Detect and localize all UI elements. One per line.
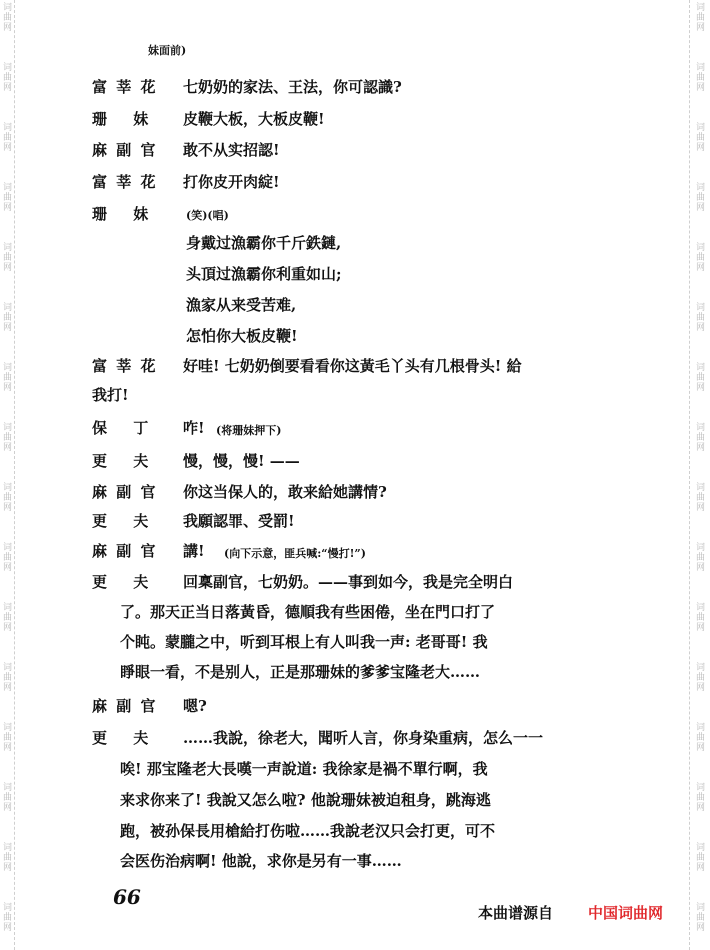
verse-line: 漁家从来受苦难, xyxy=(186,296,297,314)
watermark-text: 词曲网 xyxy=(1,362,11,392)
source-label: 本曲谱源自 xyxy=(478,904,554,922)
watermark-text: 词曲网 xyxy=(1,422,11,452)
dialogue-line: ……我說，徐老大，聞听人言，你身染重病，怎么一一 xyxy=(183,729,544,747)
watermark-text: 词曲网 xyxy=(1,542,11,572)
watermark-text: 词曲网 xyxy=(1,602,11,632)
watermark-text: 词曲网 xyxy=(694,782,704,812)
dialogue-line: 七奶奶的家法、王法，你可認識? xyxy=(183,78,402,96)
watermark-text: 词曲网 xyxy=(694,2,704,32)
speaker-label: 更 夫 xyxy=(92,573,151,591)
watermark-text: 词曲网 xyxy=(694,362,704,392)
watermark-text: 词曲网 xyxy=(1,302,11,332)
watermark-text: 词曲网 xyxy=(694,842,704,872)
stage-direction: (向下示意，匪兵喊:“慢打!”) xyxy=(224,547,366,560)
dialogue-line: 回稟副官，七奶奶。——事到如今，我是完全明白 xyxy=(183,573,514,591)
watermark-text: 词曲网 xyxy=(694,482,704,512)
watermark-text: 词曲网 xyxy=(694,602,704,632)
dialogue-line: 嗯? xyxy=(183,697,207,715)
speaker-label: 麻 副 官 xyxy=(92,141,158,159)
dialogue-line: 好哇! 七奶奶倒要看看你这黃毛丫头有几根骨头! 給 xyxy=(183,357,522,375)
speaker-label: 珊 妹 xyxy=(92,205,151,223)
speaker-label: 麻 副 官 xyxy=(92,542,158,560)
watermark-text: 词曲网 xyxy=(1,482,11,512)
watermark-text: 词曲网 xyxy=(694,422,704,452)
watermark-text: 词曲网 xyxy=(694,62,704,92)
watermark-text: 词曲网 xyxy=(694,242,704,272)
stage-direction: (将珊妹押下) xyxy=(216,424,282,437)
watermark-text: 词曲网 xyxy=(1,182,11,212)
watermark-text: 词曲网 xyxy=(694,542,704,572)
watermark-text: 词曲网 xyxy=(1,722,11,752)
site-name-link[interactable]: 中国词曲网 xyxy=(588,904,664,922)
speaker-label: 富 莘 花 xyxy=(92,173,158,191)
watermark-text: 词曲网 xyxy=(694,302,704,332)
speaker-label: 更 夫 xyxy=(92,512,151,530)
dialogue-line: 跑，被孙保長用槍給打伤啦……我說老汉只会打更，可不 xyxy=(120,822,496,840)
watermark-text: 词曲网 xyxy=(694,902,704,932)
page-number: 66 xyxy=(113,885,141,909)
speaker-label: 更 夫 xyxy=(92,452,151,470)
watermark-text: 词曲网 xyxy=(1,242,11,272)
dialogue-line: 打你皮开肉綻! xyxy=(183,173,280,191)
watermark-strip-left xyxy=(0,0,15,950)
watermark-text: 词曲网 xyxy=(1,782,11,812)
speaker-label: 富 莘 花 xyxy=(92,357,158,375)
dialogue-line: 了。那天正当日落黃昏，德順我有些困倦，坐在門口打了 xyxy=(120,603,496,621)
dialogue-line: 唉! 那宝隆老大長嘆一声說道: 我徐家是禍不單行啊，我 xyxy=(120,760,488,778)
speaker-label: 保 丁 xyxy=(92,419,151,437)
dialogue-line: 你这当保人的，敢来給她講情? xyxy=(183,483,387,501)
dialogue-line: 咋! xyxy=(183,419,205,437)
watermark-text: 词曲网 xyxy=(1,122,11,152)
speaker-label: 麻 副 官 xyxy=(92,483,158,501)
dialogue-line: 敢不从实招認! xyxy=(183,141,280,159)
watermark-text: 词曲网 xyxy=(694,722,704,752)
dialogue-line: 来求你来了! 我說又怎么啦? 他說珊妹被迫租身，跳海逃 xyxy=(120,791,491,809)
dialogue-line: 慢，慢，慢! —— xyxy=(183,452,300,470)
verse-line: 怎怕你大板皮鞭! xyxy=(186,327,298,345)
stage-direction: 妹面前) xyxy=(148,44,187,57)
watermark-text: 词曲网 xyxy=(694,122,704,152)
dialogue-line: 会医伤治病啊! 他說，求你是另有一事…… xyxy=(120,852,402,870)
dialogue-line: 个盹。蒙朧之中，听到耳根上有人叫我一声: 老哥哥! 我 xyxy=(120,633,488,651)
dialogue-line: 講! xyxy=(183,542,205,560)
dialogue-line: 我願認罪、受罰! xyxy=(183,512,295,530)
speaker-label: 珊 妹 xyxy=(92,110,151,128)
verse-line: 身戴过漁霸你千斤鉄鏈, xyxy=(186,234,342,252)
speaker-label: 麻 副 官 xyxy=(92,697,158,715)
speaker-label: 更 夫 xyxy=(92,729,151,747)
stage-direction: (笑)(唱) xyxy=(186,209,229,222)
watermark-text: 词曲网 xyxy=(1,2,11,32)
speaker-label: 富 莘 花 xyxy=(92,78,158,96)
watermark-text: 词曲网 xyxy=(694,182,704,212)
dialogue-line: 我打! xyxy=(92,386,129,404)
dialogue-line: 皮鞭大板，大板皮鞭! xyxy=(183,110,325,128)
watermark-text: 词曲网 xyxy=(694,662,704,692)
watermark-text: 词曲网 xyxy=(1,902,11,932)
watermark-strip-right xyxy=(689,0,710,950)
watermark-text: 词曲网 xyxy=(1,62,11,92)
watermark-text: 词曲网 xyxy=(1,842,11,872)
dialogue-line: 睜眼一看，不是别人，正是那珊妹的爹爹宝隆老大…… xyxy=(120,663,481,681)
watermark-text: 词曲网 xyxy=(1,662,11,692)
verse-line: 头頂过漁霸你利重如山; xyxy=(186,265,342,283)
